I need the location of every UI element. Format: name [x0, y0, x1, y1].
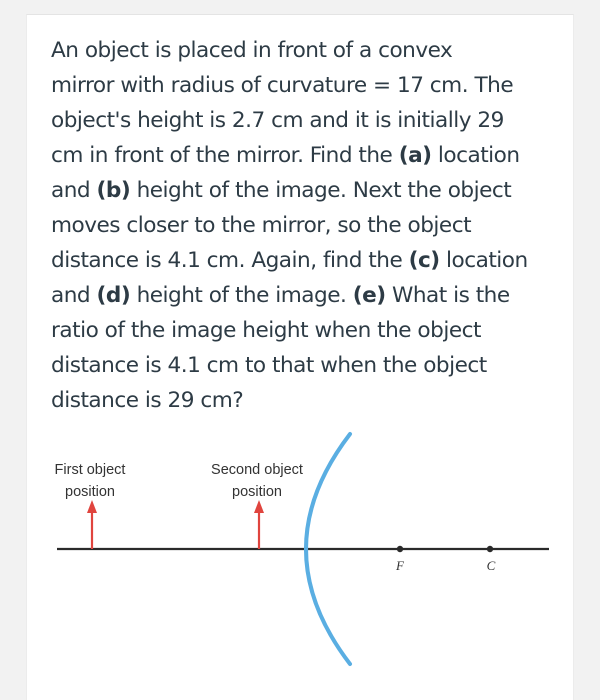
- question-text-segment: mirror with radius of curvature = 17 cm. The: [51, 73, 514, 98]
- question-part-marker: (c): [408, 248, 440, 273]
- question-text-segment: and: [51, 283, 97, 308]
- question-part-marker: (b): [96, 178, 131, 203]
- question-text-segment: distance is 29 cm?: [51, 388, 244, 413]
- first-object-label: First object: [54, 462, 126, 478]
- center-of-curvature-label: C: [486, 558, 496, 573]
- question-text-segment: An object is placed in front of a convex: [51, 38, 453, 63]
- first-object-arrow: [87, 500, 97, 549]
- question-part-marker: (a): [398, 143, 432, 168]
- second-object-arrow: [254, 500, 264, 549]
- question-text-segment: location: [439, 248, 528, 273]
- question-text-segment: What is the: [385, 283, 510, 308]
- question-text-segment: ratio of the image height when the object: [51, 318, 481, 343]
- question-text-segment: height of the image.: [130, 283, 353, 308]
- second-object-label: Second object: [211, 462, 303, 478]
- question-text-segment: and: [51, 178, 97, 203]
- question-text-segment: cm in front of the mirror. Find the: [51, 143, 399, 168]
- second-object-label: position: [232, 484, 282, 500]
- question-text-segment: moves closer to the mirror, so the object: [51, 213, 472, 238]
- first-object-label: position: [65, 484, 115, 500]
- question-text-segment: height of the image. Next the object: [130, 178, 512, 203]
- center-of-curvature: [487, 546, 493, 552]
- focal-point-label: F: [396, 558, 404, 573]
- question-text-segment: distance is 4.1 cm to that when the object: [51, 353, 487, 378]
- question-part-marker: (d): [96, 283, 131, 308]
- focal-point: [397, 546, 403, 552]
- question-text-segment: location: [431, 143, 520, 168]
- question-text-segment: object's height is 2.7 cm and it is initially 29: [51, 108, 504, 133]
- question-text-segment: distance is 4.1 cm. Again, find the: [51, 248, 409, 273]
- question-part-marker: (e): [352, 283, 386, 308]
